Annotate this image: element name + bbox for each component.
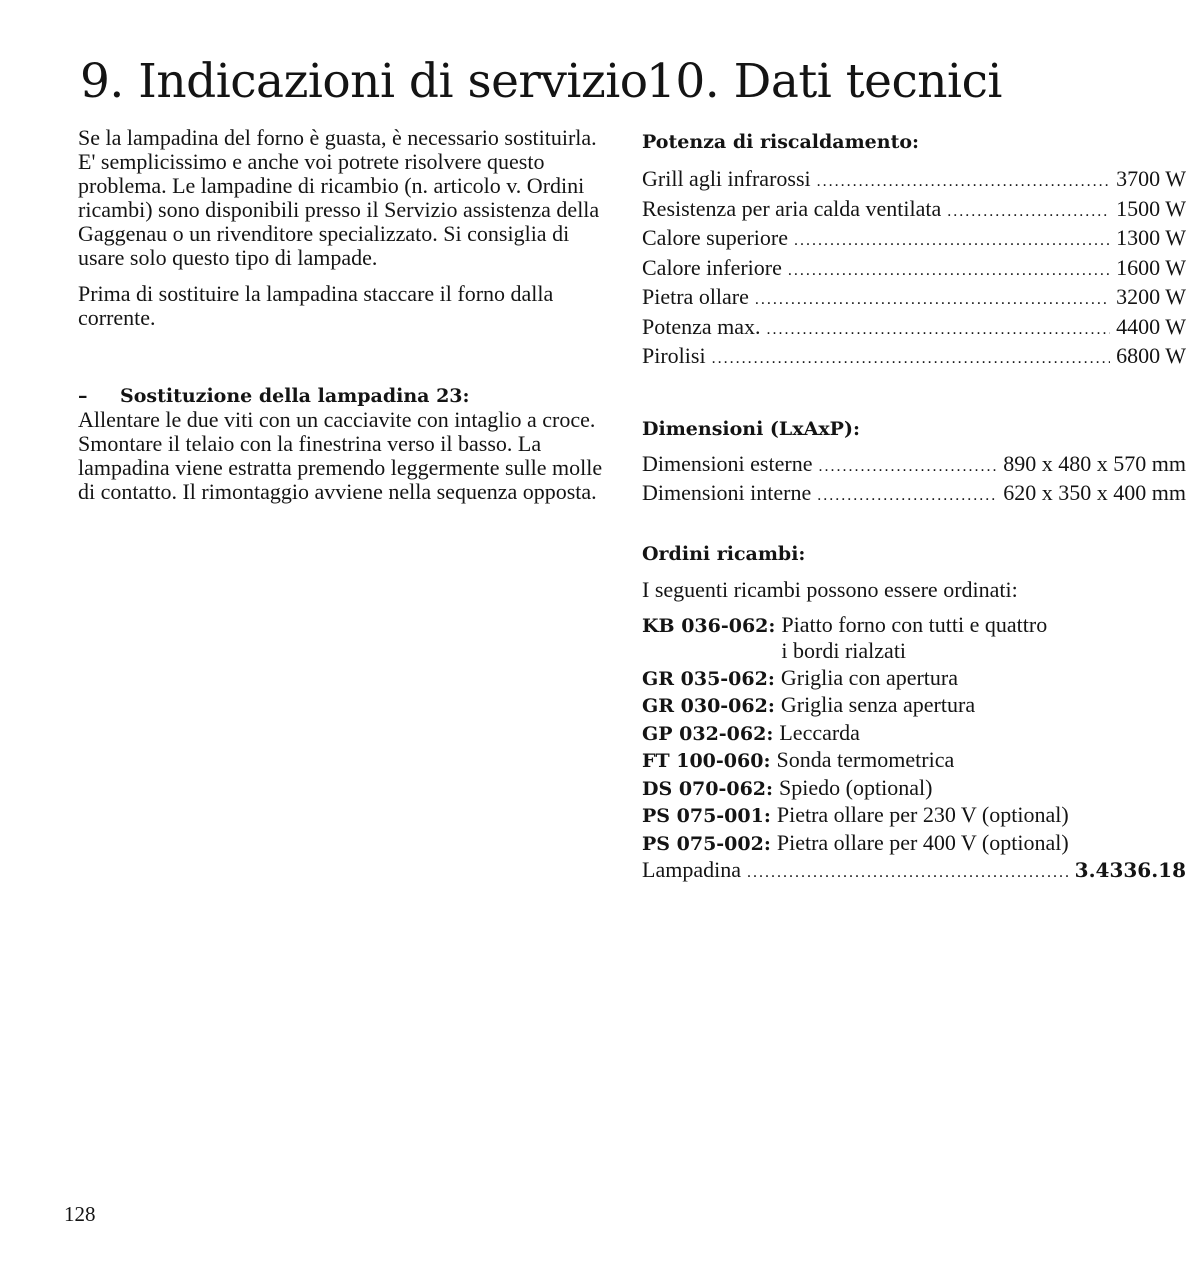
lamp-replacement-paragraph: Allentare le due viti con un cacciavite con intaglio a croce. Smontare il telaio con la finestrina verso il basso. La lampadina viene estratta premendo leggermente sulle molle di contatto. Il rimontaggio avviene nella sequenza opposta.: [78, 407, 603, 504]
power-value: 1500 W: [1116, 195, 1186, 221]
part-row: [642, 665, 1186, 693]
power-row: [642, 314, 1186, 344]
part-description: Pietra ollare per 230 V (optional): [776, 802, 1069, 827]
dot-leader: [788, 258, 1110, 285]
part-description: Pietra ollare per 400 V (optional): [776, 829, 1069, 855]
technical-data-heading: 10. Dati tecnici: [646, 54, 1002, 109]
power-value: 1600 W: [1116, 254, 1186, 280]
technical-data-section: [642, 54, 1186, 887]
service-heading: 9. Indicazioni di servizio: [80, 54, 648, 109]
dimension-value: 890 x 480 x 570 mm: [1003, 450, 1186, 476]
dot-leader: [817, 483, 997, 510]
part-code: PS 075-001:: [642, 805, 771, 827]
power-label: Potenza max.: [642, 313, 761, 339]
part-row: [642, 612, 1186, 665]
part-code: KB 036-062:: [642, 614, 776, 637]
power-label: Grill agli infrarossi: [642, 166, 811, 191]
part-description: Spiedo (optional): [779, 774, 933, 800]
dot-leader: [947, 199, 1110, 226]
power-label: Calore superiore: [642, 225, 788, 250]
power-label: Pirolisi: [642, 343, 706, 368]
dimension-label: Dimensioni interne: [642, 480, 812, 505]
service-paragraph-2: Prima di sostituire la lampadina staccare il forno dalla corrente.: [78, 281, 554, 330]
part-description: Piatto forno con tutti e quattro i bordi rialzati: [781, 611, 1048, 663]
part-code: GR 030-062:: [642, 695, 775, 717]
dot-leader: [755, 287, 1110, 314]
dimension-row: [642, 451, 1186, 481]
power-list: [642, 166, 1186, 373]
power-value: 3200 W: [1116, 284, 1186, 309]
power-row: [642, 255, 1186, 285]
dimension-row: [642, 480, 1186, 510]
part-row: [642, 802, 1186, 830]
dimensions-list: [642, 451, 1186, 510]
part-code: FT 100-060:: [642, 750, 771, 772]
dimension-value: 620 x 350 x 400 mm: [1003, 480, 1186, 505]
dot-leader: [818, 454, 997, 481]
power-row: [642, 196, 1186, 226]
power-value: 6800 W: [1116, 343, 1186, 368]
power-row: [642, 225, 1186, 255]
page-number: 128: [64, 1202, 96, 1226]
power-row: [642, 284, 1186, 314]
part-code: DS 070-062:: [642, 777, 774, 800]
part-description: Griglia con apertura: [780, 664, 958, 690]
service-section: [78, 54, 648, 504]
power-value: 3700 W: [1116, 166, 1186, 191]
part-code: GR 035-062:: [642, 667, 775, 690]
service-paragraph-1: Se la lampadina del forno è guasta, è necessario sostituirla. E' semplicissimo e anche voi potrete risolvere questo problema. Le lampadine di ricambio (n. articolo v. Ordini ricambi) sono disponibili presso il Servizio assistenza della Gaggenau o un rivenditore specializzato. Si consiglia di usare solo questo tipo di lampade.: [78, 125, 600, 270]
power-label: Calore inferiore: [642, 254, 782, 280]
power-row: [642, 166, 1186, 196]
dimensions-heading: Dimensioni (LxAxP):: [642, 417, 860, 440]
power-row: [642, 343, 1186, 373]
power-value: 1300 W: [1116, 225, 1186, 250]
part-description: Leccarda: [779, 719, 860, 745]
dimension-label: Dimensioni esterne: [642, 450, 813, 476]
lamp-part-number: 3.4336.18: [1074, 858, 1186, 882]
heading-dash: –: [78, 385, 88, 407]
lamp-part-row: [642, 857, 1186, 887]
part-description: Sonda termometrica: [776, 747, 955, 772]
part-row: [642, 720, 1186, 748]
lamp-replacement-title: Sostituzione della lampadina 23:: [120, 385, 470, 407]
part-row: [642, 692, 1186, 720]
power-value: 4400 W: [1116, 313, 1186, 339]
part-description: Griglia senza apertura: [780, 692, 976, 717]
dot-leader: [817, 169, 1110, 196]
lamp-replacement-heading: [78, 384, 610, 408]
dot-leader: [767, 317, 1111, 344]
part-row: [642, 747, 1186, 775]
power-heading: Potenza di riscaldamento:: [642, 131, 920, 153]
part-code: GP 032-062:: [642, 722, 774, 745]
spare-parts-list: [642, 612, 1186, 887]
power-label: Resistenza per aria calda ventilata: [642, 195, 942, 221]
dot-leader: [794, 228, 1110, 255]
part-row: [642, 775, 1186, 803]
lamp-label: Lampadina: [642, 857, 741, 882]
power-label: Pietra ollare: [642, 284, 749, 309]
part-code: PS 075-002:: [642, 832, 771, 855]
dot-leader: [712, 346, 1111, 373]
spare-parts-intro: I seguenti ricambi possono essere ordinati:: [642, 576, 1018, 602]
spare-parts-heading: Ordini ricambi:: [642, 542, 806, 565]
part-row: [642, 830, 1186, 858]
dot-leader: [747, 860, 1069, 887]
